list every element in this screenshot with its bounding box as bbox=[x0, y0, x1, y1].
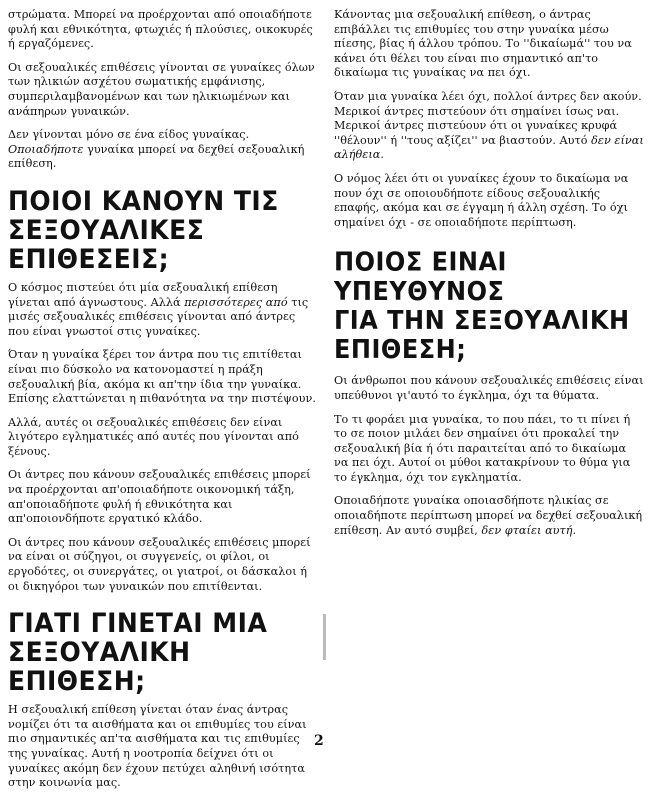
paragraph: Όταν η γυναίκα ξέρει τον άντρα που τις επιτίθεται είναι πιο δύσκολο να κατονομαστεί η πράξη σεξουαλική βία, ακόμα κι απ'την ίδια την γυναίκα. Επίσης ελαττώνεται η πιθανότητα να την πιστέψουν. bbox=[8, 348, 316, 406]
paragraph: Οι σεξουαλικές επιθέσεις γίνονται σε γυναίκες όλων των ηλικιών ασχέτου σωματικής εμφάνισης, συμπεριλαμβανομένων και των ηλικιωμένων και ανάπηρων γυναικών. bbox=[8, 60, 315, 118]
emphasis: Οποιαδήποτε bbox=[8, 142, 84, 156]
paragraph: Οποιαδήποτε γυναίκα οποιασδήποτε ηλικίας σε οποιαδήποτε περίπτωση μπορεί να δεχθεί σεξουαλική επίθεση. Αν αυτό συμβεί, δεν φταίει αυτή. bbox=[334, 494, 643, 537]
section-heading-responsible: ΠΟΙΟΣ ΕΙΝΑΙ ΥΠΕΥΘΥΝΟΣ ΓΙΑ ΤΗΝ ΣΕΞΟΥΑΛΙΚΗ ΕΠΙΘΕΣΗ; bbox=[334, 247, 630, 365]
paragraph: Οι άντρες που κάνουν σεξουαλικές επιθέσεις μπορεί να είναι οι σύζηγοι, οι συγγενείς, οι φίλοι, οι εργοδότες, οι συνεργάτες, οι γιατροί, οι δάσκαλοι ή οι δικηγόροι των γυναικών που επιτίθενται. bbox=[8, 535, 311, 593]
paragraph: Όταν μια γυναίκα λέει όχι, πολλοί άντρες δεν ακούν. Μερικοί άντρες πιστεύουν ότι σημαίνει ίσως ναι. Μερικοί άντρες πιστεύουν ότι οι γυναίκες κρυφά ''θέλουν'' ή ''τους αξίζει'' να βιαστούν. Αυτό δεν είναι αλήθεια. bbox=[334, 89, 644, 162]
paragraph: Δεν γίνονται μόνο σε ένα είδος γυναίκας. Οποιαδήποτε γυναίκα μπορεί να δεχθεί σεξουαλική επίθεση. bbox=[8, 128, 305, 171]
paragraph: Η σεξουαλική επίθεση γίνεται όταν ένας άντρας νομίζει ότι τα αισθήματα και οι επιθυμίες του είναι πιο σημαντικές απ'τα αισθήματα και τις επιθυμίες της γυναίκας. Αυτή η νοοτροπία δείχνει ότι οι γυναίκες ακόμη δεν έχουν πετύχει αληθινή ισότητα στην κοινωνία μας. bbox=[8, 703, 307, 790]
paragraph: Οι άντρες που κάνουν σεξουαλικές επιθέσεις μπορεί να προέρχονται απ'οποιαδήποτε οικονομική τάξη, απ'οποιαδήποτε φυλή ή εθνικότητα και απ'οποιονδήποτε εργατικό κλάδο. bbox=[8, 468, 311, 526]
paragraph: Οι άνθρωποι που κάνουν σεξουαλικές επιθέσεις είναι υπεύθυνοι γι'αυτό το έγκλημα, όχι τα θύματα. bbox=[334, 374, 644, 402]
section-heading-who: ΠΟΙΟΙ ΚΑΝΟΥΝ ΤΙΣ ΣΕΞΟΥΑΛΙΚΕΣ ΕΠΙΘΕΣΕΙΣ; bbox=[8, 184, 279, 275]
right-column bbox=[334, 8, 644, 547]
emphasis: δεν είναι αλήθεια. bbox=[334, 133, 644, 162]
section-heading-why: ΓΙΑΤΙ ΓΙΝΕΤΑΙ ΜΙΑ ΣΕΞΟΥΑΛΙΚΗ ΕΠΙΘΕΣΗ; bbox=[8, 607, 268, 697]
emphasis: δεν φταίει αυτή. bbox=[481, 523, 577, 537]
emphasis: περισσότερες από bbox=[184, 295, 288, 309]
paragraph: στρώματα. Μπορεί να προέρχονται από οποιαδήποτε φυλή και εθνικότητα, φτωχιές ή πλούσιες, οικοκυρές ή εργαζόμενες. bbox=[8, 8, 313, 51]
divider-mark bbox=[323, 614, 326, 660]
paragraph: Κάνοντας μια σεξουαλική επίθεση, ο άντρας επιβάλλει τις επιθυμίες του στην γυναίκα μέσω πίεσης, βίας ή άλλου τρόπου. Το ''δικαίωμά'' του να κάνει ότι θέλει του είναι πιο σημαντικό απ'το δικαίωμα τις γυναίκας να πει όχι. bbox=[334, 8, 632, 80]
paragraph: Αλλά, αυτές οι σεξουαλικές επιθέσεις δεν είναι λιγότερο εγληματικές από αυτές που γίνονται από ξένους. bbox=[8, 415, 299, 458]
paragraph: Το τι φοράει μια γυναίκα, το που πάει, το τι πίνει ή το σε ποιον μιλάει δεν σημαίνει ότι προκαλεί την σεξουαλική βία ή ότι παραιτείται από το δικαίωμα να πει όχι. Αυτοί οι μύθοι κατακρίνουν το θύμα για το έγκλημα, όχι τον εγκληματία. bbox=[334, 412, 631, 484]
paragraph: Ο νόμος λέει ότι οι γυναίκες έχουν το δικαίωμα να πουν όχι σε οποιουδήποτε είδους σεξουαλικής επαφής, ακόμα και σε έγγαμη ή άλλη σχέση. Το όχι σημαίνει όχι - σε οποιαδήποτε περίπτωση. bbox=[334, 171, 629, 229]
page-number: 2 bbox=[314, 733, 324, 749]
paragraph: Ο κόσμος πιστεύει ότι μία σεξουαλική επίθεση γίνεται από άγνωστους. Αλλά περισσότερες από τις μισές σεξουαλικές επιθέσεις γίνονται από άντρες που είναι γνωστοί στις γυναίκες. bbox=[8, 280, 309, 338]
left-column bbox=[8, 8, 318, 800]
